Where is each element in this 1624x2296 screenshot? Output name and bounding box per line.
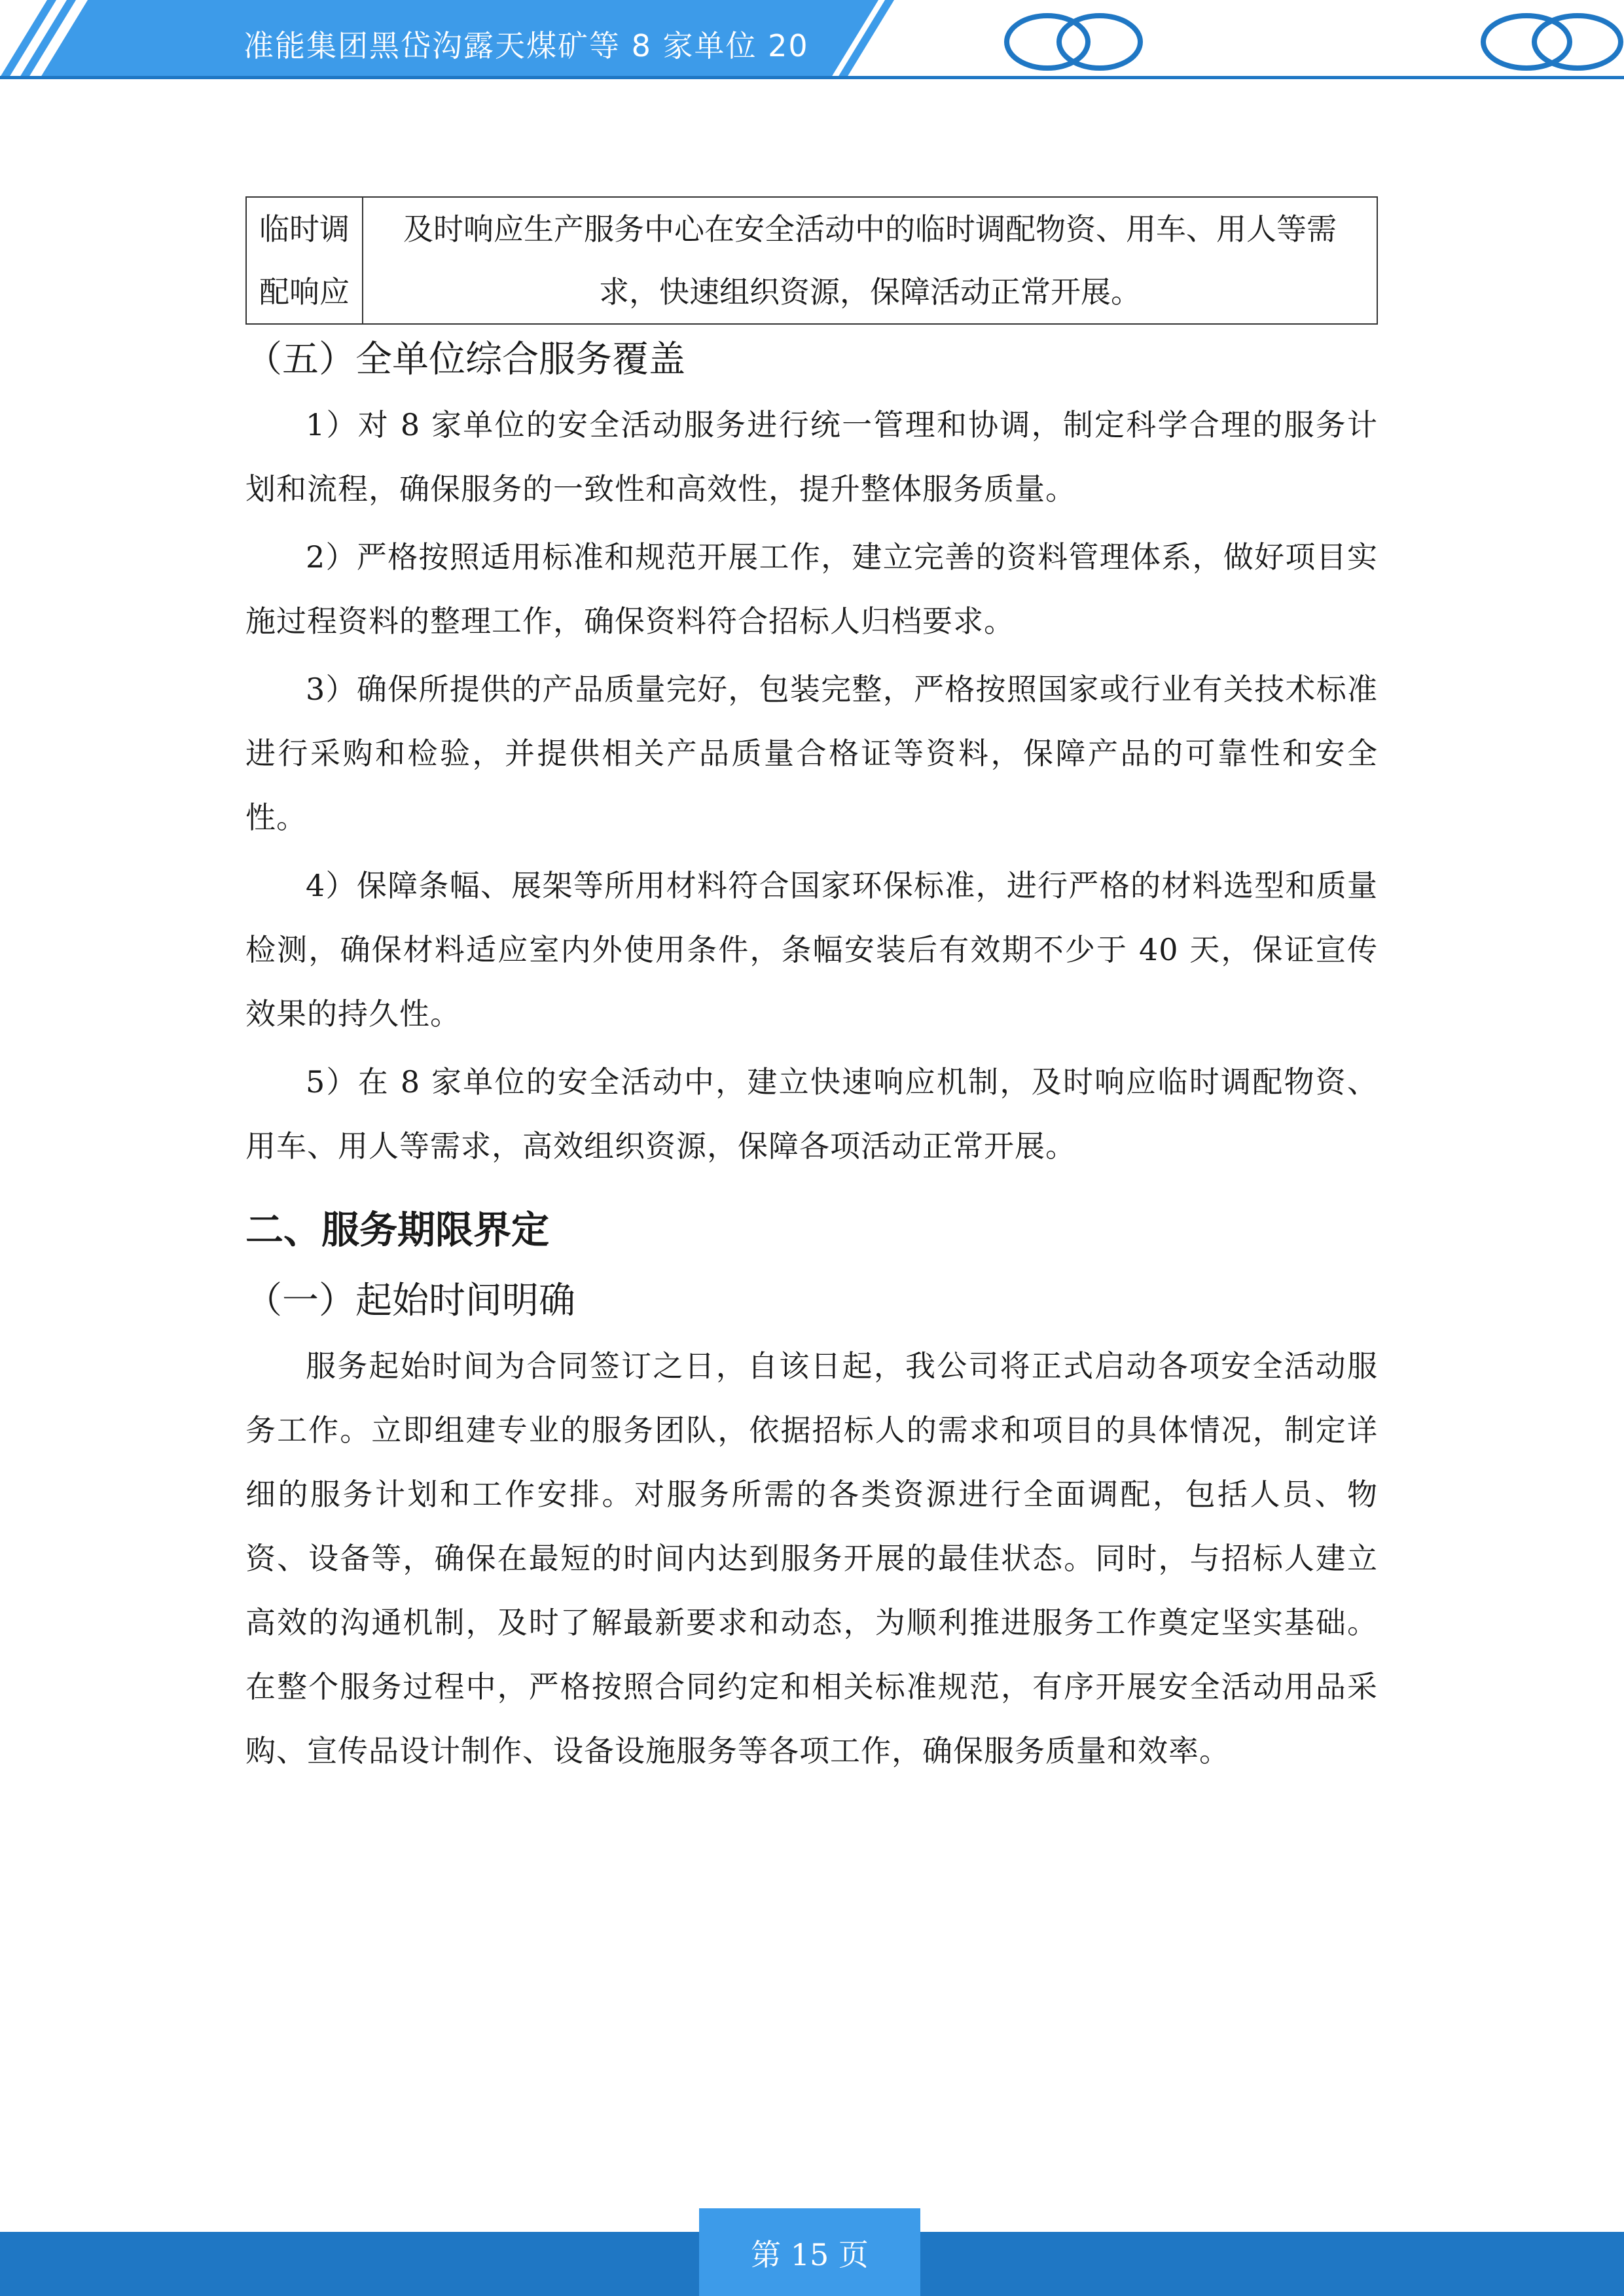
- table-desc-line: 及时响应生产服务中心在安全活动中的临时调配物资、用车、用人等需: [403, 211, 1337, 247]
- paragraph: 3）确保所提供的产品质量完好，包装完整，严格按照国家或行业有关技术标准进行采购和检验，并提供相关产品质量合格证等资料，保障产品的可靠性和安全性。: [245, 672, 1378, 835]
- section-heading-5: （五）全单位综合服务覆盖: [245, 338, 685, 381]
- company-logo-icon: [1483, 16, 1621, 68]
- service-table: [245, 196, 1378, 325]
- header-title: 准能集团黑岱沟露天煤矿等 8 家单位 20: [244, 28, 809, 63]
- paragraph: 2）严格按照适用标准和规范开展工作，建立完善的资料管理体系，做好项目实施过程资料的整理工作，确保资料符合招标人归档要求。: [245, 539, 1378, 639]
- paragraph: 5）在 8 家单位的安全活动中，建立快速响应机制，及时响应临时调配物资、用车、用人等需求，高效组织资源，保障各项活动正常开展。: [245, 1064, 1378, 1164]
- table-cell-label: [246, 197, 363, 324]
- section-heading-1: （一）起始时间明确: [245, 1280, 575, 1322]
- table-cell-description: [363, 197, 1377, 324]
- table-label-line: 配响应: [259, 274, 350, 310]
- table-desc-line: 求，快速组织资源，保障活动正常开展。: [599, 274, 1141, 310]
- page-number: 第 15 页: [751, 2237, 869, 2272]
- paragraph: 服务起始时间为合同签订之日，自该日起，我公司将正式启动各项安全活动服务工作。立即组建专业的服务团队，依据招标人的需求和项目的具体情况，制定详细的服务计划和工作安排。对服务所需的各类资源进行全面调配，包括人员、物资、设备等，确保在最短的时间内达到服务开展的最佳状态。同时，与招标人建立高效的沟通机制，及时了解最新要求和动态，为顺利推进服务工作奠定坚实基础。在整个服务过程中，严格按照合同约定和相关标准规范，有序开展安全活动用品采购、宣传品设计制作、设备设施服务等各项工作，确保服务质量和效率。: [245, 1348, 1378, 1768]
- paragraph: 1）对 8 家单位的安全活动服务进行统一管理和协调，制定科学合理的服务计划和流程，确保服务的一致性和高效性，提升整体服务质量。: [245, 407, 1378, 507]
- header-logo-faded-icon: [1007, 16, 1140, 68]
- paragraph: 4）保障条幅、展架等所用材料符合国家环保标准，进行严格的材料选型和质量检测，确保材料适应室内外使用条件，条幅安装后有效期不少于 40 天，保证宣传效果的持久性。: [245, 868, 1378, 1031]
- table-row: [246, 197, 1377, 324]
- header-underline: [0, 76, 1624, 79]
- document-body: [245, 196, 1378, 1787]
- table-label-line: 临时调: [259, 211, 350, 247]
- page-header: [0, 0, 1624, 85]
- chapter-heading: 二、服务期限界定: [245, 1208, 550, 1252]
